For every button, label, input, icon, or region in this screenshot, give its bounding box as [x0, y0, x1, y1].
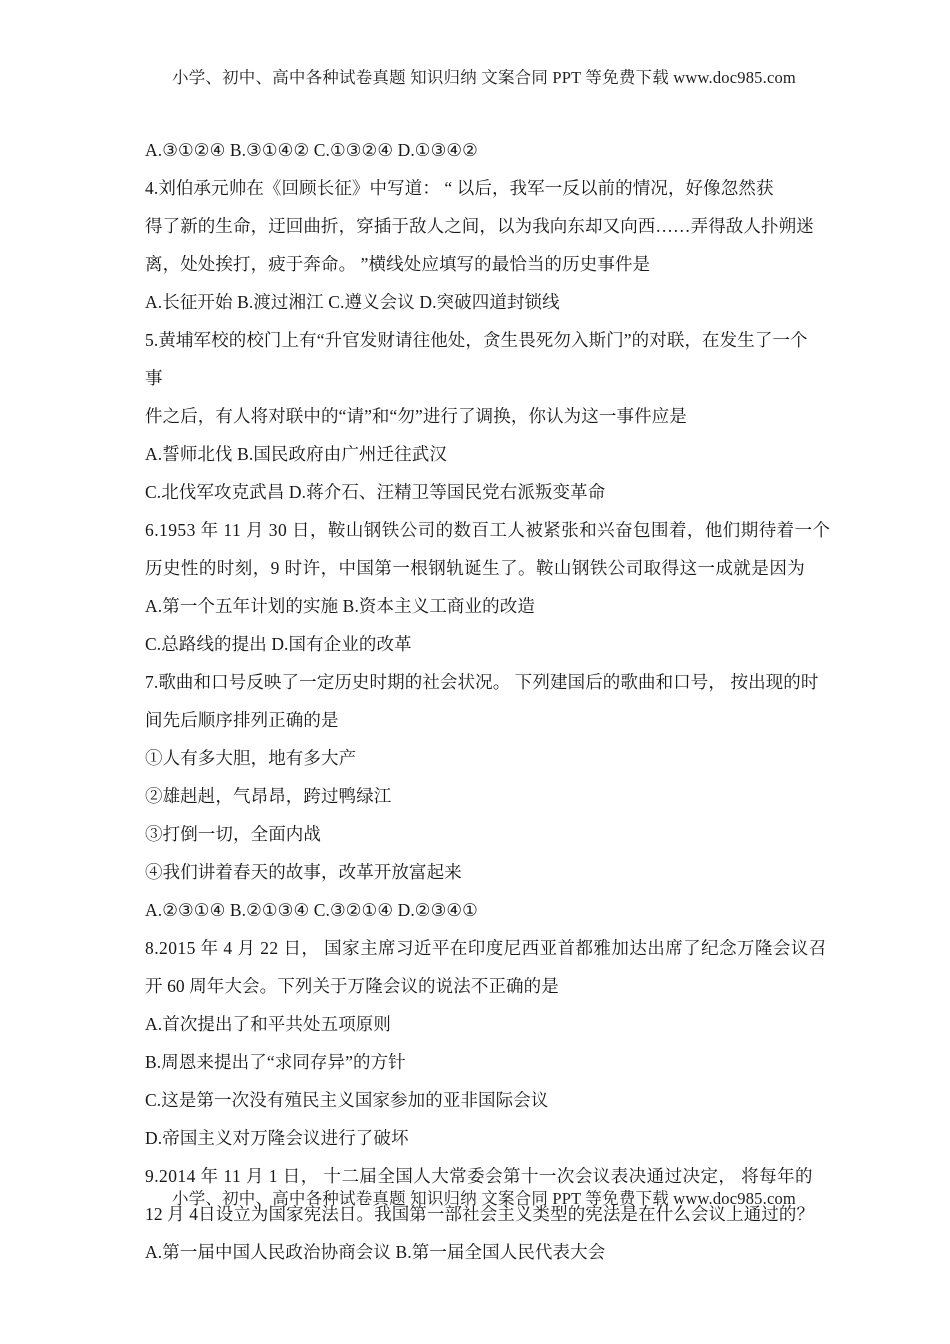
line-q8-option-d: D.帝国主义对万隆会议进行了破坏: [145, 1128, 409, 1148]
line-q8-stem-1: 8.2015 年 4 月 22 日， 国家主席习近平在印度尼西亚首都雅加达出席了纪念万隆会议召: [145, 938, 827, 958]
line-q4-options: A.长征开始 B.渡过湘江 C.遵义会议 D.突破四道封锁线: [145, 292, 560, 312]
line-q9-stem-1: 9.2014 年 11 月 1 日， 十二届全国人大常委会第十一次会议表决通过决定， 将每年的: [145, 1166, 813, 1186]
line-q5-option-ab: A.誓师北伐 B.国民政府由广州迁往武汉: [145, 444, 447, 464]
line-q6-stem-2: 历史性的时刻，9 时许，中国第一根钢轨诞生了。鞍山钢铁公司取得这一成就是因为: [145, 558, 806, 578]
line-q7-options: A.②③①④ B.②①③④ C.③②①④ D.②③④①: [145, 900, 478, 920]
line-q7-stem-1: 7.歌曲和口号反映了一定历史时期的社会状况。 下列建国后的歌曲和口号， 按出现的时: [145, 672, 819, 692]
line-q7-item-3: ③打倒一切，全面内战: [145, 824, 321, 844]
line-q9-option-ab: A.第一届中国人民政治协商会议 B.第一届全国人民代表大会: [145, 1242, 606, 1262]
line-q4-stem-2: 得了新的生命，迂回曲折，穿插于敌人之间，以为我向东却又向西……弄得敌人扑朔迷: [145, 216, 814, 236]
question-list: [145, 131, 831, 1271]
line-q4-stem-3: 离，处处挨打，疲于奔命。 ”横线处应填写的最恰当的历史事件是: [145, 254, 651, 274]
line-q3-options: A.③①②④ B.③①④② C.①③②④ D.①③④②: [145, 140, 478, 160]
page-header-watermark: 小学、初中、高中各种试卷真题 知识归纳 文案合同 PPT 等免费下载 www.doc985.com: [172, 68, 796, 87]
line-q5-stem-1: 5.黄埔军校的校门上有“升官发财请往他处，贪生畏死勿入斯门”的对联，在发生了一个: [145, 330, 808, 350]
line-q5-option-cd: C.北伐军攻克武昌 D.蒋介石、汪精卫等国民党右派叛变革命: [145, 482, 606, 502]
line-q6-stem-1: 6.1953 年 11 月 30 日，鞍山钢铁公司的数百工人被紧张和兴奋包围着，他们期待着一个: [145, 520, 831, 540]
line-q7-stem-2: 间先后顺序排列正确的是: [145, 710, 339, 730]
line-q5-stem-3: 件之后，有人将对联中的“请”和“勿”进行了调换，你认为这一事件应是: [145, 406, 687, 426]
line-q4-stem-1: 4.刘伯承元帅在《回顾长征》中写道： “ 以后，我军一反以前的情况，好像忽然获: [145, 178, 774, 198]
line-q8-option-c: C.这是第一次没有殖民主义国家参加的亚非国际会议: [145, 1090, 549, 1110]
line-q9-stem-2: 12 月 4日设立为国家宪法日。我国第一部社会主义类型的宪法是在什么会议上通过的？: [145, 1204, 815, 1224]
line-q7-item-2: ②雄赳赳，气昂昂，跨过鸭绿江: [145, 786, 392, 806]
line-q8-option-b: B.周恩来提出了“求同存异”的方针: [145, 1052, 406, 1072]
line-q7-item-4: ④我们讲着春天的故事，改革开放富起来: [145, 862, 462, 882]
line-q5-stem-2: 事: [145, 368, 163, 388]
line-q6-option-cd: C.总路线的提出 D.国有企业的改革: [145, 634, 412, 654]
page-footer-watermark: 小学、初中、高中各种试卷真题 知识归纳 文案合同 PPT 等免费下载 www.doc985.com: [172, 1189, 796, 1208]
line-q6-option-ab: A.第一个五年计划的实施 B.资本主义工商业的改造: [145, 596, 535, 616]
line-q8-option-a: A.首次提出了和平共处五项原则: [145, 1014, 392, 1034]
line-q7-item-1: ①人有多大胆，地有多大产: [145, 748, 357, 768]
line-q8-stem-2: 开 60 周年大会。下列关于万隆会议的说法不正确的是: [145, 976, 559, 996]
